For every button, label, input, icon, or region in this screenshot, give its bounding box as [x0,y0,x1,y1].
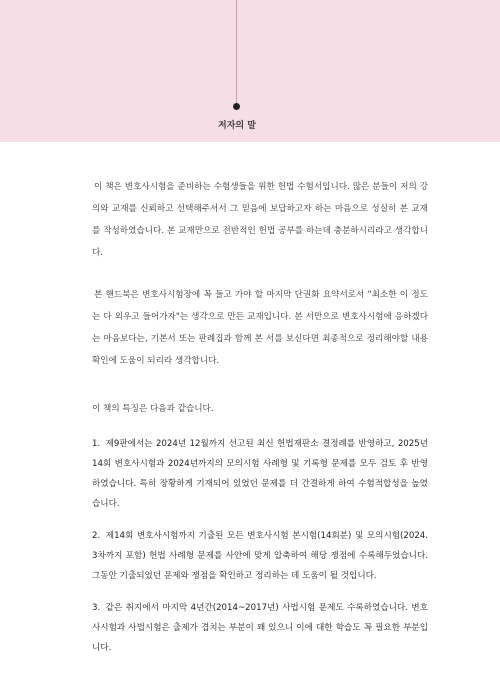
content-area [92,176,428,670]
feature-number: 2. [92,531,101,541]
feature-item-2 [92,526,428,586]
feature-number: 3. [92,603,101,613]
feature-text: 제9판에서는 2024년 12월까지 선고된 최신 헌법재판소 결정례를 반영하고, 2025년 14회 변호사시험과 2024년까지의 모의시험 사례형 및 기록형 문제를 모두 검토 후 반영하였습니다. 특히 장황하게 기재되어 있었던 문제를 더 간결하게 하여 수험적합성을 높였습니다. [92,439,428,509]
features-intro: 이 책의 특징은 다음과 같습니다. [92,404,214,414]
feature-list [92,434,428,658]
feature-number: 1. [92,439,101,449]
feature-item-3 [92,598,428,658]
header-line [236,0,237,104]
page-title: 저자의 말 [218,121,256,131]
paragraph-1: 이 책은 변호사시험을 준비하는 수험생들을 위한 헌법 수험서입니다. 많은 분들이 저의 강의와 교재를 신뢰하고 선택해주셔서 그 믿음에 보답하고자 하는 마음으로 성실히 본 교재를 작성하였습니다. 본 교재만으로 전반적인 헌법 공부를 하는데 충분하시리라고 생각합니다. [92,182,428,258]
feature-text: 제14회 변호사시험까지 기출된 모든 변호사시험 본시험(14회분) 및 모의시험(2024. 3차까지 포함) 헌법 사례형 문제를 사안에 맞게 압축하여 해당 쟁점에 수록해두었습니다. 그동안 기출되었던 문제와 쟁점을 확인하고 정리하는 데 도움이 될 것입니다. [92,531,429,581]
feature-text: 같은 취지에서 마지막 4년간(2014~2017년) 사법시험 문제도 수록하였습니다. 변호사시험과 사법시험은 출제가 겹치는 부분이 꽤 있으니 이에 대한 학습도 꼭 필요한 부분입니다. [92,603,428,653]
header-dot [233,103,240,110]
paragraph-2: 본 핸드북은 변호사시험장에 꼭 들고 가야 할 마지막 단권화 요약서로서 "최소한 이 정도는 다 외우고 들어가자"는 생각으로 만든 교재입니다. 본 서만으로 변호사시험에 응하겠다는 마음보다는, 기본서 또는 판례집과 함께 본 서를 보신다면 최종적으로 정리해야할 내용 확인에 도움이 되리라 생각합니다. [92,290,428,366]
feature-item-1 [92,434,428,514]
